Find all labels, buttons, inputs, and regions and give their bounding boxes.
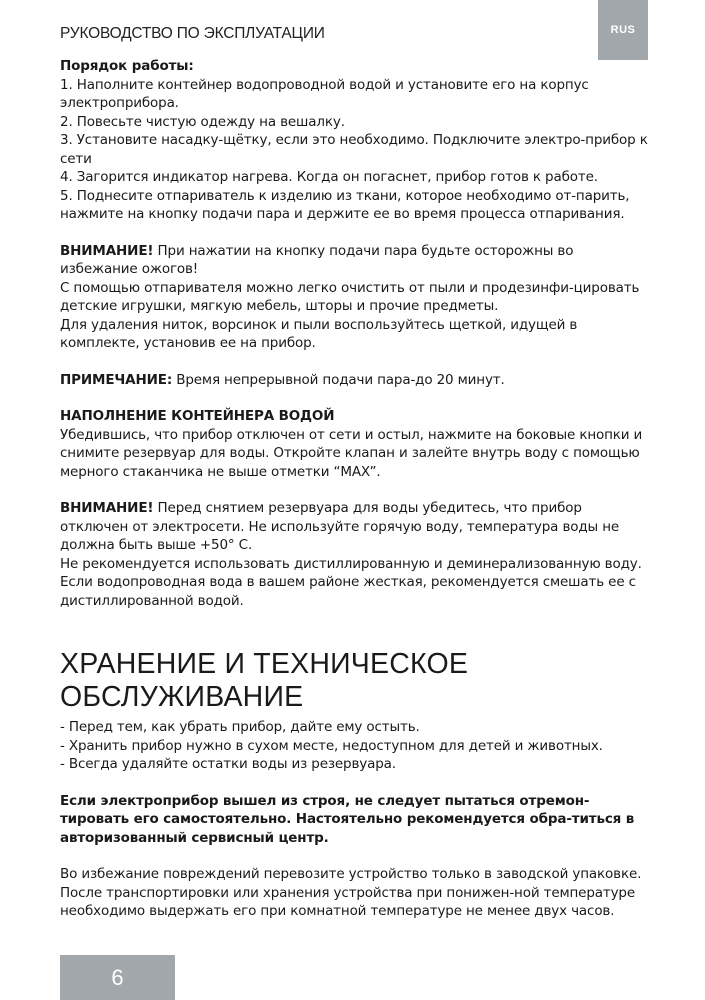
warning-paragraph [60,242,650,279]
procedure-step: 3. Установите насадку-щётку, если это необходимо. Подключите электро-прибор к сети [60,132,648,167]
procedure-step: 4. Загорится индикатор нагрева. Когда он погаснет, прибор готов к работе. [60,169,598,185]
note-paragraph [60,371,650,390]
storage-item: - Хранить прибор нужно в сухом месте, недоступном для детей и животных. [60,737,603,754]
transport-paragraph: Во избежание повреждений перевозите устройство только в заводской упаковке. После транспортировки или хранения устройства при понижен-ной температуре необходимо выдержать его при комнатной температуре не менее двух часов. [60,866,642,919]
page-number: 6 [60,955,175,1000]
storage-content [60,718,650,921]
info-paragraph: Для удаления ниток, ворсинок и пыли воспользуйтесь щеткой, идущей в комплекте, установив ее на прибор. [60,316,578,351]
section-title-line: ОБСЛУЖИВАНИЕ [60,681,304,713]
warning-label: ВНИМАНИЕ! [60,500,154,516]
warning-label: ВНИМАНИЕ! [60,242,154,259]
warning-extra: Не рекомендуется использовать дистиллированную и деминерализованную воду. Если водопроводная вода в вашем районе жесткая, рекомендуется смешать ее с дистиллированной водой. [60,555,642,609]
warning-text: При нажатии на кнопку подачи пара будьте осторожны во избежание ожогов! [60,242,574,277]
language-tab: RUS [598,0,648,60]
note-text: Время непрерывной подачи пара-до 20 минут. [172,371,505,388]
header-title: РУКОВОДСТВО ПО ЭКСПЛУАТАЦИИ [60,25,325,42]
note-label: ПРИМЕЧАНИЕ: [60,371,173,388]
repair-warning: Если электроприбор вышел из строя, не следует пытаться отремон-тировать его самостоятельно. Настоятельно рекомендуется обра-титься в авторизованный сервисный центр. [60,792,635,846]
warning-paragraph [60,499,650,555]
main-content [60,57,650,610]
filling-text: Убедившись, что прибор отключен от сети и остыл, нажмите на боковые кнопки и снимите резервуар для воды. Откройте клапан и залейте внутрь воду с помощью мерного стаканчика не выше отметки “MAX”. [60,426,643,480]
procedure-heading: Порядок работы: [60,58,194,74]
section-title-line: ХРАНЕНИЕ И ТЕХНИЧЕСКОЕ [60,648,469,680]
section-title [60,648,650,714]
procedure-step: 1. Наполните контейнер водопроводной водой и установите его на корпус электроприбора. [60,76,589,111]
storage-item: - Всегда удаляйте остатки воды из резервуара. [60,756,396,772]
storage-item: - Перед тем, как убрать прибор, дайте ему остыть. [60,719,420,735]
info-paragraph: С помощью отпаривателя можно легко очистить от пыли и продезинфи-цировать детские игрушки, мягкую мебель, шторы и прочие предметы. [60,279,640,314]
procedure-step: 2. Повесьте чистую одежду на вешалку. [60,113,345,130]
warning-text: Перед снятием резервуара для воды убедитесь, что прибор отключен от электросети. Не используйте горячую воду, температура воды не должна быть выше +50° С. [60,500,620,553]
procedure-step: 5. Поднесите отпариватель к изделию из ткани, которое необходимо от-парить, нажмите на кнопку подачи пара и держите ее во время процесса отпаривания. [60,187,630,222]
filling-heading: НАПОЛНЕНИЕ КОНТЕЙНЕРА ВОДОЙ [60,408,335,424]
